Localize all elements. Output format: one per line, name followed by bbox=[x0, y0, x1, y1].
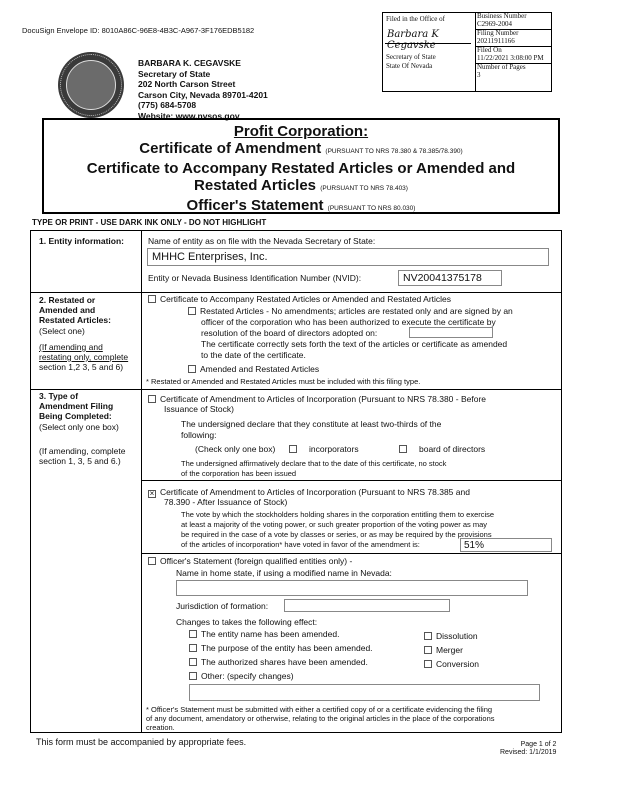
after-2: 78.390 - After Issuance of Stock) bbox=[164, 497, 288, 507]
vote-4: of the articles of incorporation* have voted in favor of the amendment is: bbox=[181, 540, 420, 549]
incorporators-label: incorporators bbox=[309, 444, 359, 454]
section3-label-1: 3. Type of bbox=[39, 391, 79, 401]
section2-note-1: (If amending and bbox=[39, 342, 103, 352]
title-line2: Certificate of Amendment bbox=[139, 140, 322, 157]
title-line4-note: (PURSUANT TO NRS 78.403) bbox=[320, 185, 408, 192]
section3-label-3: Being Completed: bbox=[39, 411, 112, 421]
instructions: TYPE OR PRINT - USE DARK INK ONLY - DO NOT HIGHLIGHT bbox=[32, 218, 267, 227]
opt-restated-2: officer of the corporation who has been authorized to execute the certificate by bbox=[201, 317, 496, 327]
merger-checkbox[interactable] bbox=[424, 646, 432, 654]
merger-label: Merger bbox=[436, 645, 463, 655]
section2-footnote: * Restated or Amended and Restated Articles must be included with this filing type. bbox=[146, 377, 421, 386]
sos-line1: Secretary of State bbox=[386, 53, 436, 61]
chg-other: Other: (specify changes) bbox=[201, 671, 294, 681]
title-line1: Profit Corporation: bbox=[233, 123, 369, 140]
form-title bbox=[42, 118, 560, 214]
jurisdiction-field[interactable] bbox=[284, 599, 450, 612]
officer-note-3: creation. bbox=[146, 723, 175, 732]
directors-checkbox[interactable] bbox=[399, 445, 407, 453]
nevada-seal-icon bbox=[58, 52, 124, 118]
name-amended-checkbox[interactable] bbox=[189, 630, 197, 638]
officer-note-2: of any document, amendatory or otherwise, relating to the original articles in the place of the corporations bbox=[146, 714, 495, 723]
chg-name: The entity name has been amended. bbox=[201, 629, 340, 639]
dissolution-label: Dissolution bbox=[436, 631, 478, 641]
section3-label-2: Amendment Filing bbox=[39, 401, 114, 411]
officer-label: Officer's Statement (foreign qualified entities only) - bbox=[160, 556, 353, 566]
chg-purpose: The purpose of the entity has been amended. bbox=[201, 643, 373, 653]
secretary-phone: (775) 684-5708 bbox=[138, 100, 197, 110]
amended-restated-checkbox[interactable] bbox=[188, 365, 196, 373]
entity-name-prompt: Name of entity as on file with the Nevada Secretary of State: bbox=[148, 236, 376, 246]
before-issuance-checkbox[interactable] bbox=[148, 395, 156, 403]
title-line2-note: (PURSUANT TO NRS 78.380 & 78.385/78.390) bbox=[325, 148, 463, 155]
filed-in-label: Filed in the Office of bbox=[386, 15, 445, 23]
page-info bbox=[500, 741, 556, 757]
opt-restated-1: Restated Articles - No amendments; articles are restated only and are signed by an bbox=[200, 306, 513, 316]
filing-number-label: Filing Number bbox=[477, 29, 519, 37]
pages-label: Number of Pages bbox=[477, 63, 526, 71]
secretary-name: BARBARA K. CEGAVSKE bbox=[138, 58, 241, 68]
home-name-field[interactable] bbox=[176, 580, 528, 596]
restated-checkbox[interactable] bbox=[188, 307, 196, 315]
section2-note-2: restating only, complete bbox=[39, 352, 129, 362]
filing-number: 20211911166 bbox=[477, 36, 515, 45]
section3-label-4: (Select only one box) bbox=[39, 422, 119, 432]
pages: 3 bbox=[477, 70, 481, 79]
secretary-address1: 202 North Carson Street bbox=[138, 79, 236, 89]
title-line5-note: (PURSUANT TO NRS 80.030) bbox=[327, 205, 416, 212]
signature: Barbara K Cegavske bbox=[387, 29, 439, 51]
section2-label-1: 2. Restated or bbox=[39, 295, 96, 305]
directors-label: board of directors bbox=[419, 444, 486, 454]
secretary-title: Secretary of State bbox=[138, 68, 211, 79]
section1-label: 1. Entity information: bbox=[39, 236, 124, 246]
vote-percent-field[interactable]: 51% bbox=[460, 538, 552, 552]
check-one-label: (Check only one box) bbox=[195, 444, 276, 454]
correct-1: The certificate correctly sets forth the text of the articles or certificate as amended bbox=[201, 339, 508, 349]
business-number-label: Business Number bbox=[477, 12, 527, 20]
other-changes-field[interactable] bbox=[189, 684, 540, 701]
conversion-label: Conversion bbox=[436, 659, 479, 669]
undersigned-2: following: bbox=[181, 430, 217, 440]
other-checkbox[interactable] bbox=[189, 672, 197, 680]
sos-line2: State Of Nevada bbox=[386, 62, 433, 70]
fees-note: This form must be accompanied by appropriate fees. bbox=[36, 737, 247, 747]
vote-3: be required in the case of a vote by classes or series, or as may be required by the provisions bbox=[181, 530, 492, 539]
accompany-checkbox[interactable] bbox=[148, 295, 156, 303]
title-line5: Officer's Statement bbox=[186, 197, 324, 214]
jurisdiction-label: Jurisdiction of formation: bbox=[176, 601, 269, 611]
secretary-of-state-block bbox=[138, 58, 268, 121]
purpose-amended-checkbox[interactable] bbox=[189, 644, 197, 652]
entity-name-field[interactable]: MHHC Enterprises, Inc. bbox=[147, 248, 549, 266]
section2-label-2: Amended and bbox=[39, 305, 96, 315]
section2-label-4: (Select one) bbox=[39, 326, 85, 336]
chg-shares: The authorized shares have been amended. bbox=[201, 657, 368, 667]
officer-note-1: * Officer's Statement must be submitted with either a certified copy of or a certificate evidencing the filing bbox=[146, 705, 493, 714]
nvid-field[interactable]: NV20041375178 bbox=[398, 270, 502, 286]
title-line4: Restated Articles bbox=[194, 177, 317, 194]
business-number: C2969-2004 bbox=[477, 19, 512, 28]
dissolution-checkbox[interactable] bbox=[424, 632, 432, 640]
section3-note-2: section 1, 3, 5 and 6.) bbox=[39, 456, 121, 466]
section2-note-3: section 1,2 3, 5 and 6) bbox=[39, 362, 124, 372]
vote-2: at least a majority of the voting power, or such greater proportion of the voting power as may bbox=[181, 520, 487, 529]
revised-date: Revised: 1/1/2019 bbox=[500, 749, 557, 756]
home-name-label: Name in home state, if using a modified name in Nevada: bbox=[176, 568, 392, 578]
opt-amended: Amended and Restated Articles bbox=[200, 364, 320, 374]
form-body bbox=[30, 230, 562, 733]
section3-note-1: (If amending, complete bbox=[39, 446, 126, 456]
officer-statement-checkbox[interactable] bbox=[148, 557, 156, 565]
envelope-id: DocuSign Envelope ID: 8010A86C-96E8-4B3C-A967-3F176EDB5182 bbox=[22, 26, 255, 35]
incorporators-checkbox[interactable] bbox=[289, 445, 297, 453]
after-1: Certificate of Amendment to Articles of Incorporation (Pursuant to NRS 78.385 and bbox=[160, 487, 470, 497]
conversion-checkbox[interactable] bbox=[424, 660, 432, 668]
filed-on-label: Filed On bbox=[477, 46, 502, 54]
opt-accompany: Certificate to Accompany Restated Articles or Amended and Restated Articles bbox=[160, 294, 452, 304]
filed-on: 11/22/2021 3:08:00 PM bbox=[477, 53, 544, 62]
opt-restated-3: resolution of the board of directors adopted on: bbox=[201, 328, 378, 338]
page-number: Page 1 of 2 bbox=[520, 741, 557, 748]
before-2: Issuance of Stock) bbox=[164, 404, 234, 414]
undersigned-1: The undersigned declare that they constitute at least two-thirds of the bbox=[181, 419, 442, 429]
section2-label-3: Restated Articles: bbox=[39, 315, 111, 325]
secretary-website: Website: www.nvsos.gov bbox=[138, 110, 240, 121]
after-issuance-checkbox[interactable]: × bbox=[149, 489, 155, 498]
title-line3: Certificate to Accompany Restated Articles or Amended and bbox=[86, 160, 516, 177]
nvid-prompt: Entity or Nevada Business Identification Number (NVID): bbox=[148, 273, 362, 283]
changes-label: Changes to takes the following effect: bbox=[176, 617, 318, 627]
correct-2: to the date of the certificate. bbox=[201, 350, 306, 360]
resolution-date-field[interactable] bbox=[409, 327, 493, 338]
filing-stamp bbox=[382, 12, 552, 92]
vote-1: The vote by which the stockholders holding shares in the corporation entitling them to exercise bbox=[181, 510, 495, 519]
secretary-address2: Carson City, Nevada 89701-4201 bbox=[138, 89, 268, 100]
affirm-2: of the corporation has been issued bbox=[181, 469, 297, 478]
shares-amended-checkbox[interactable] bbox=[189, 658, 197, 666]
before-1: Certificate of Amendment to Articles of Incorporation (Pursuant to NRS 78.380 - Before bbox=[160, 394, 486, 404]
affirm-1: The undersigned affirmatively declare that to the date of this certificate, no stock bbox=[181, 459, 447, 468]
